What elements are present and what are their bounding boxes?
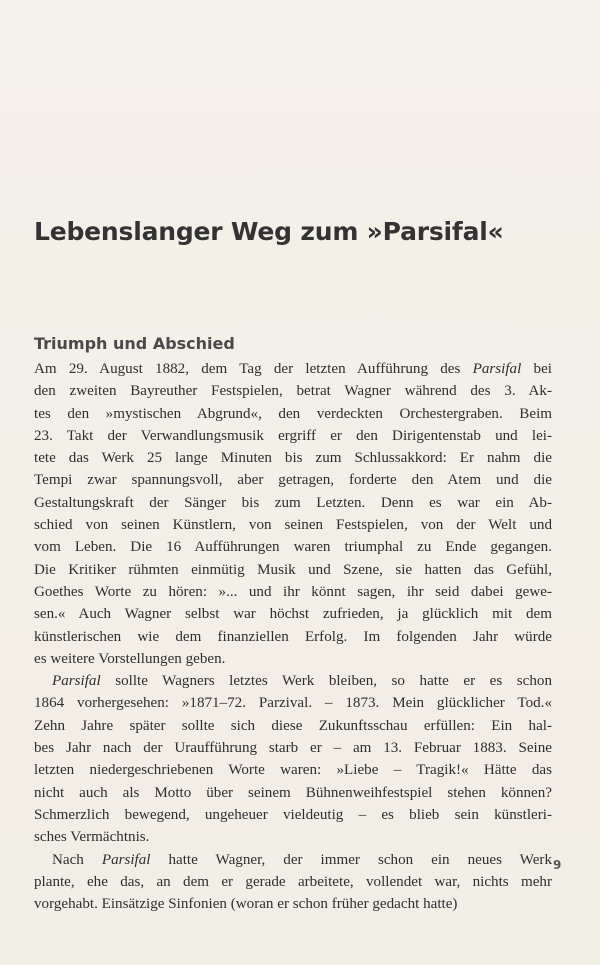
page-number: 9 [553, 858, 562, 872]
line-text: Die Kritiker rühmten einmütig Musik und Szene, sie hatten das Gefühl, [34, 561, 552, 578]
text-line [34, 782, 552, 804]
text-line [34, 447, 552, 469]
text-line [34, 826, 552, 848]
text-line [34, 469, 552, 491]
text-line [34, 692, 552, 714]
text-line [34, 893, 552, 915]
line-text: Zehn Jahre später sollte sich diese Zukunftsschau erfüllen: Ein hal- [34, 717, 552, 734]
line-text: bei [521, 361, 552, 377]
text-line [34, 804, 552, 826]
text-line [34, 380, 552, 402]
body-text [34, 358, 552, 915]
text-line [34, 536, 552, 558]
text-line [34, 581, 552, 603]
line-text: Goethes Worte zu hören: »... und ihr könnt sagen, ihr seid dabei gewe- [34, 583, 552, 600]
italic-title: Parsifal [101, 851, 151, 868]
line-text: 23. Takt der Verwandlungsmusik ergriff er den Dirigentenstab und lei- [34, 427, 552, 444]
italic-title: Parsifal [52, 673, 101, 690]
italic-title: Parsifal [472, 361, 522, 377]
text-line [34, 759, 552, 781]
line-text: 1864 vorhergesehen: »1871–72. Parzival. – 1873. Mein glücklicher Tod.« [34, 695, 552, 712]
line-text: Nach [52, 851, 102, 868]
text-line [34, 514, 552, 536]
text-line [34, 849, 552, 871]
line-text: vom Leben. Die 16 Aufführungen waren triumphal zu Ende gegangen. [34, 539, 552, 556]
chapter-title: Lebenslanger Weg zum »Parsifal« [34, 217, 504, 246]
line-text: sollte Wagners letztes Werk bleiben, so hatte er es schon [100, 673, 552, 690]
line-text: tes den »mystischen Abgrund«, den verdeckten Orchestergraben. Beim [34, 405, 552, 422]
line-text: sen.« Auch Wagner selbst war höchst zufrieden, ja glücklich mit dem [34, 606, 552, 623]
section-title: Triumph und Abschied [34, 334, 235, 353]
text-line [34, 737, 552, 759]
line-text: Tempi zwar spannungsvoll, aber getragen, forderte den Atem und die [34, 472, 552, 489]
text-line [34, 670, 552, 692]
text-line [34, 559, 552, 581]
text-line [34, 871, 552, 893]
line-text: plante, ehe das, an dem er gerade arbeitete, vollendet war, nichts mehr [34, 873, 552, 890]
line-text: sches Vermächtnis. [34, 829, 150, 846]
text-line [34, 603, 552, 625]
line-text: Gestaltungskraft der Sänger bis zum Letzten. Denn es war ein Ab- [34, 494, 552, 511]
line-text: nicht auch als Motto über seinem Bühnenweihfestspiel stehen können? [34, 784, 552, 801]
line-text: Am 29. August 1882, dem Tag der letzten Aufführung des [34, 361, 473, 377]
text-line [34, 715, 552, 737]
text-line [34, 403, 552, 425]
line-text: tete das Werk 25 lange Minuten bis zum Schlussakkord: Er nahm die [34, 450, 552, 467]
line-text: schied von seinen Künstlern, von seinen Festspielen, von der Welt und [34, 517, 552, 534]
text-line [34, 648, 552, 670]
line-text: es weitere Vorstellungen geben. [34, 650, 226, 667]
line-text: den zweiten Bayreuther Festspielen, betrat Wagner während des 3. Ak- [34, 383, 552, 400]
line-text: letzten niedergeschriebenen Worte waren: »Liebe – Tragik!« Hätte das [34, 762, 552, 779]
line-text: bes Jahr nach der Uraufführung starb er – am 13. Februar 1883. Seine [34, 740, 552, 757]
line-text: künstlerischen wie dem finanziellen Erfolg. Im folgenden Jahr würde [34, 628, 552, 645]
line-text: vorgehabt. Einsätzige Sinfonien (woran er schon früher gedacht hatte) [34, 896, 458, 913]
line-text: hatte Wagner, der immer schon ein neues Werk [150, 851, 552, 868]
text-line [34, 626, 552, 648]
line-text: Schmerzlich bewegend, ungeheuer vieldeutig – es blieb sein künstleri- [34, 806, 552, 823]
text-line [34, 425, 552, 447]
text-line [34, 492, 552, 514]
text-line [34, 358, 552, 380]
